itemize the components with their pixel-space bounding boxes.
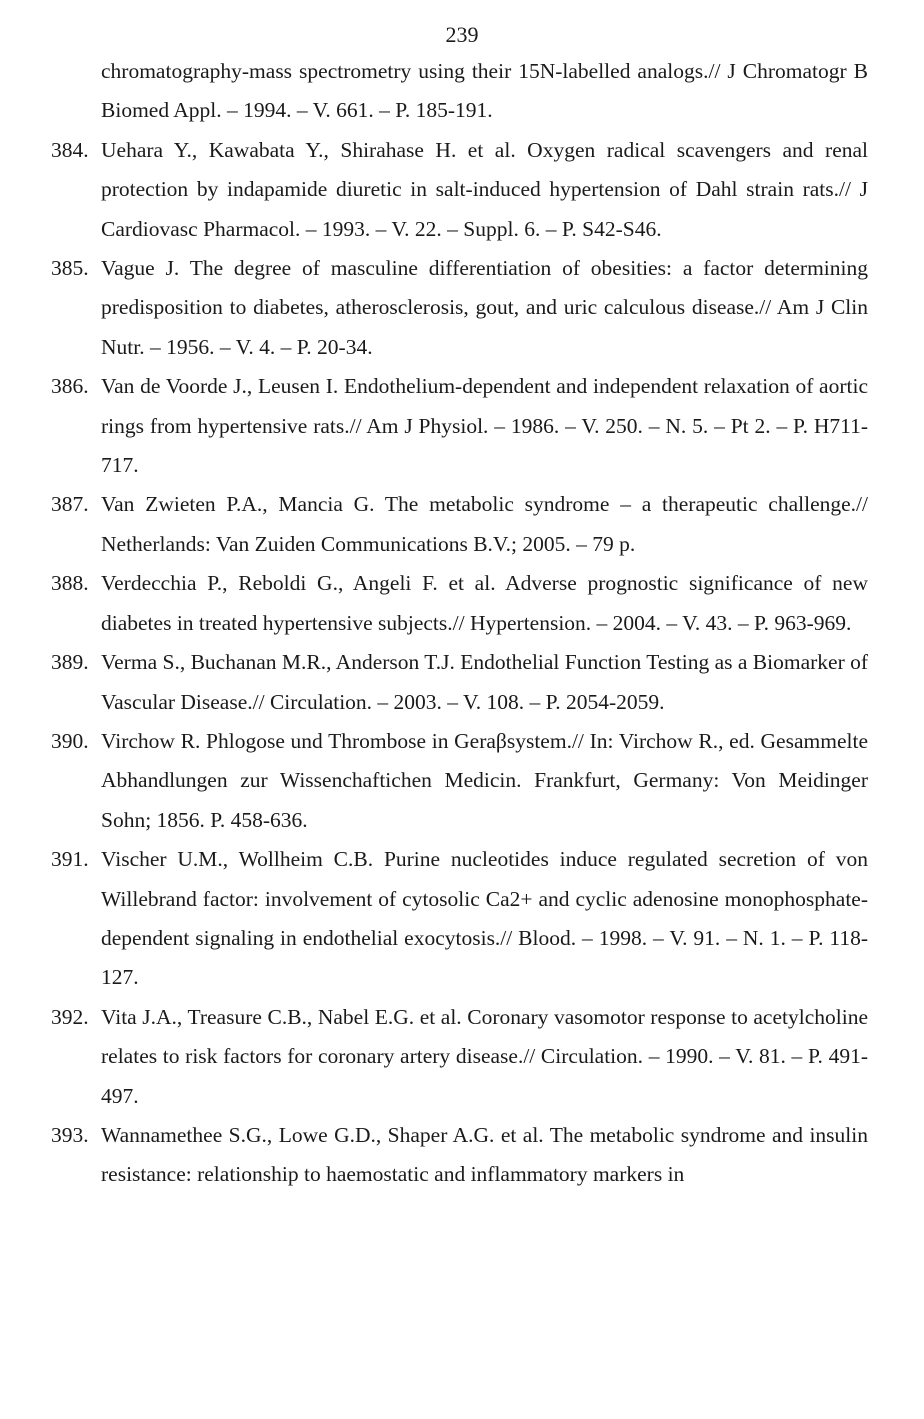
reference-text: Virchow R. Phlogose und Thrombose in Geraβsystem.// In: Virchow R., ed. Gesammelte Abhandlungen zur Wissenchaftichen Medicin. Frankfurt, Germany: Von Meidinger Sohn; 1856. P. 458-636.: [101, 728, 868, 832]
reference-entry: [0, 485, 868, 564]
reference-text: Vischer U.M., Wollheim C.B. Purine nucleotides induce regulated secretion of von Willebrand factor: involvement of cytosolic Ca2+ and cyclic adenosine monophosphate-dependent signaling in endothelial exocytosis.// Blood. – 1998. – V. 91. – N. 1. – P. 118-127.: [101, 847, 868, 990]
reference-text: Wannamethee S.G., Lowe G.D., Shaper A.G. et al. The metabolic syndrome and insulin resistance: relationship to haemostatic and inflammatory markers in: [101, 1122, 868, 1187]
reference-text: Vita J.A., Treasure C.B., Nabel E.G. et al. Coronary vasomotor response to acetylcholine relates to risk factors for coronary artery disease.// Circulation. – 1990. – V. 81. – P. 491-497.: [101, 1004, 868, 1108]
reference-entry: [0, 131, 868, 249]
reference-text: Van Zwieten P.A., Mancia G. The metabolic syndrome – a therapeutic challenge.// Netherlands: Van Zuiden Communications B.V.; 2005. – 79 p.: [101, 492, 868, 556]
reference-number: 384.: [51, 137, 89, 162]
reference-number: 392.: [51, 1004, 89, 1029]
reference-number: 385.: [51, 256, 89, 281]
reference-text: Verdecchia P., Reboldi G., Angeli F. et al. Adverse prognostic significance of new diabetes in treated hypertensive subjects.// Hypertension. – 2004. – V. 43. – P. 963-969.: [101, 571, 868, 635]
reference-entry: [0, 643, 868, 722]
reference-text: Vague J. The degree of masculine differentiation of obesities: a factor determining predisposition to diabetes, atherosclerosis, gout, and uric calculous disease.// Am J Clin Nutr. – 1956. – V. 4. – P. 20-34.: [101, 256, 868, 359]
reference-entry: [0, 998, 868, 1116]
reference-entry: [0, 722, 868, 840]
reference-text: Uehara Y., Kawabata Y., Shirahase H. et al. Oxygen radical scavengers and renal protection by indapamide diuretic in salt-induced hypertension of Dahl strain rats.// J Cardiovasc Pharmacol. – 1993. – V. 22. – Suppl. 6. – P. S42-S46.: [101, 137, 868, 241]
reference-entry: [0, 564, 868, 643]
reference-number: 387.: [51, 492, 89, 517]
page-number: 239: [445, 22, 479, 47]
reference-number: 391.: [51, 847, 89, 872]
reference-text: Van de Voorde J., Leusen I. Endothelium-dependent and independent relaxation of aortic rings from hypertensive rats.// Am J Physiol. – 1986. – V. 250. – N. 5. – Pt 2. – P. H711-717.: [101, 374, 868, 478]
reference-entry: [0, 1116, 868, 1195]
reference-entry: [0, 840, 868, 998]
reference-number: 393.: [51, 1122, 89, 1147]
reference-text: Verma S., Buchanan M.R., Anderson T.J. Endothelial Function Testing as a Biomarker of Vascular Disease.// Circulation. – 2003. – V. 108. – P. 2054-2059.: [101, 650, 869, 714]
reference-number: 386.: [51, 374, 89, 399]
reference-entry: [0, 249, 868, 367]
reference-text: chromatography-mass spectrometry using their 15N-labelled analogs.// J Chromatogr B Biomed Appl. – 1994. – V. 661. – P. 185-191.: [101, 59, 868, 123]
reference-entry: [0, 52, 868, 131]
reference-number: 388.: [51, 571, 89, 596]
reference-list: [0, 52, 924, 1195]
reference-number: 390.: [51, 728, 89, 753]
reference-number: 389.: [51, 650, 89, 675]
reference-entry: [0, 367, 868, 485]
